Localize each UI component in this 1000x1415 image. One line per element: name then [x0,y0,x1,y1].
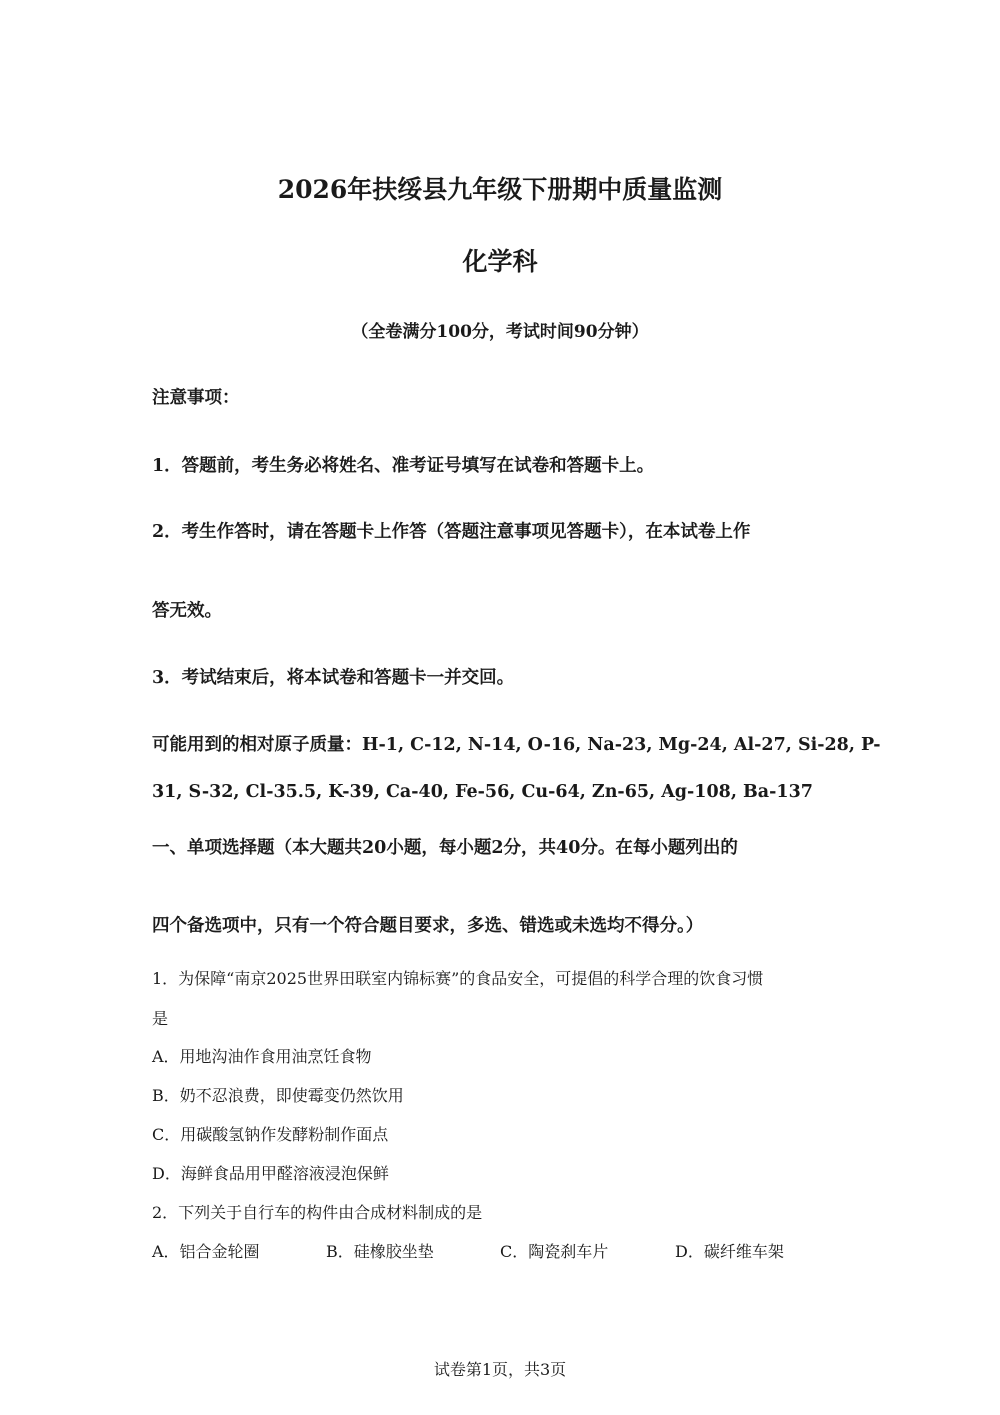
subject-title: 化学科 [462,247,538,276]
q2-option-b: B．硅橡胶坐垫 [326,1242,434,1261]
q1-option-d: D．海鲜食品用甲醛溶液浸泡保鲜 [152,1164,389,1183]
note-item-1: 1．答题前，考生务必将姓名、准考证号填写在试卷和答题卡上。 [152,456,655,476]
exam-title: 2026年扶绥县九年级下册期中质量监测 [277,175,723,204]
atomic-masses-line-1: 可能用到的相对原子质量：H-1, C-12, N-14, O-16, Na-23, Mg-24, Al-27, Si-28, P- [152,735,881,755]
q2-option-a: A．铝合金轮圈 [152,1242,260,1261]
q2-option-c: C．陶瓷刹车片 [500,1242,609,1261]
q1-stem-line-1: 1．为保障“南京2025世界田联室内锦标赛”的食品安全，可提倡的科学合理的饮食习惯 [152,969,764,988]
q1-stem-line-2: 是 [152,1009,169,1028]
note-item-2-line-2: 答无效。 [152,601,222,621]
atomic-masses-line-2: 31, S-32, Cl-35.5, K-39, Ca-40, Fe-56, Cu-64, Zn-65, Ag-108, Ba-137 [152,782,813,802]
q1-option-c: C．用碳酸氢钠作发酵粉制作面点 [152,1125,389,1144]
q2-stem: 2．下列关于自行车的构件由合成材料制成的是 [152,1203,483,1222]
notes-heading: 注意事项： [152,388,240,408]
q1-option-b: B．奶不忍浪费，即使霉变仍然饮用 [152,1086,404,1105]
section-heading-line-1: 一、单项选择题（本大题共20小题，每小题2分，共40分。在每小题列出的 [152,838,738,858]
section-heading-line-2: 四个备选项中，只有一个符合题目要求，多选、错选或未选均不得分。） [152,916,704,936]
note-item-3: 3．考试结束后，将本试卷和答题卡一并交回。 [152,668,515,688]
exam-info: （全卷满分100分，考试时间90分钟） [351,322,649,342]
page-footer: 试卷第1页，共3页 [433,1360,567,1379]
note-item-2-line-1: 2．考生作答时，请在答题卡上作答（答题注意事项见答题卡），在本试卷上作 [152,522,751,542]
q2-option-d: D．碳纤维车架 [675,1242,784,1261]
q1-option-a: A．用地沟油作食用油烹饪食物 [152,1047,372,1066]
